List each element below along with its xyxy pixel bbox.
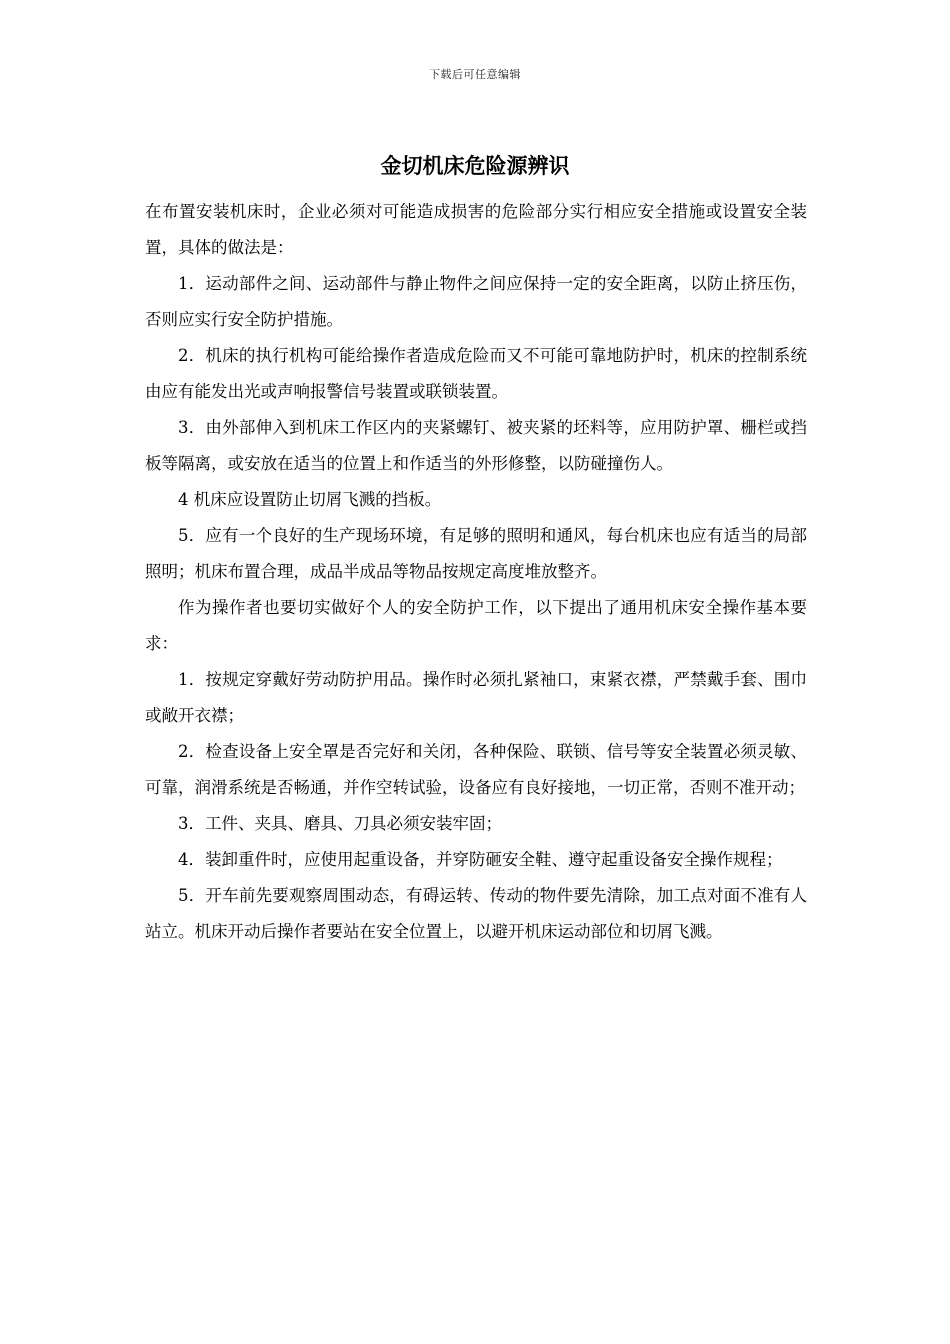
paragraph-item-3: 3．由外部伸入到机床工作区内的夹紧螺钉、被夹紧的坯料等，应用防护罩、栅栏或挡板等隔离，或安放在适当的位置上和作适当的外形修整，以防碰撞伤人。: [145, 418, 807, 473]
paragraph-requirement-1: 1．按规定穿戴好劳动防护用品。操作时必须扎紧袖口，束紧衣襟，严禁戴手套、围巾或敞开衣襟；: [145, 670, 807, 725]
header-note: 下载后可任意编辑: [429, 68, 521, 81]
paragraph-intro: 在布置安装机床时，企业必须对可能造成损害的危险部分实行相应安全措施或设置安全装置，具体的做法是：: [145, 202, 807, 257]
paragraph-operator-intro: 作为操作者也要切实做好个人的安全防护工作，以下提出了通用机床安全操作基本要求：: [145, 598, 807, 653]
document-body: [145, 194, 807, 950]
paragraph-item-4: 4 机床应设置防止切屑飞溅的挡板。: [178, 490, 442, 509]
paragraph-requirement-4: 4．装卸重件时，应使用起重设备，并穿防砸安全鞋、遵守起重设备安全操作规程；: [178, 850, 783, 869]
paragraph-item-5: 5．应有一个良好的生产现场环境，有足够的照明和通风，每台机床也应有适当的局部照明；机床布置合理，成品半成品等物品按规定高度堆放整齐。: [145, 526, 807, 581]
paragraph-requirement-3: 3．工件、夹具、磨具、刀具必须安装牢固；: [178, 814, 502, 833]
paragraph-item-2: 2．机床的执行机构可能给操作者造成危险而又不可能可靠地防护时，机床的控制系统由应有能发出光或声响报警信号装置或联锁装置。: [145, 346, 807, 401]
paragraph-requirement-2: 2．检查设备上安全罩是否完好和关闭，各种保险、联锁、信号等安全装置必须灵敏、可靠，润滑系统是否畅通，并作空转试验，设备应有良好接地，一切正常，否则不准开动；: [145, 742, 807, 797]
document-title: 金切机床危险源辨识: [380, 154, 570, 178]
paragraph-requirement-5: 5．开车前先要观察周围动态，有碍运转、传动的物件要先清除，加工点对面不准有人站立。机床开动后操作者要站在安全位置上，以避开机床运动部位和切屑飞溅。: [145, 886, 807, 941]
paragraph-item-1: 1．运动部件之间、运动部件与静止物件之间应保持一定的安全距离，以防止挤压伤，否则应实行安全防护措施。: [145, 274, 807, 329]
